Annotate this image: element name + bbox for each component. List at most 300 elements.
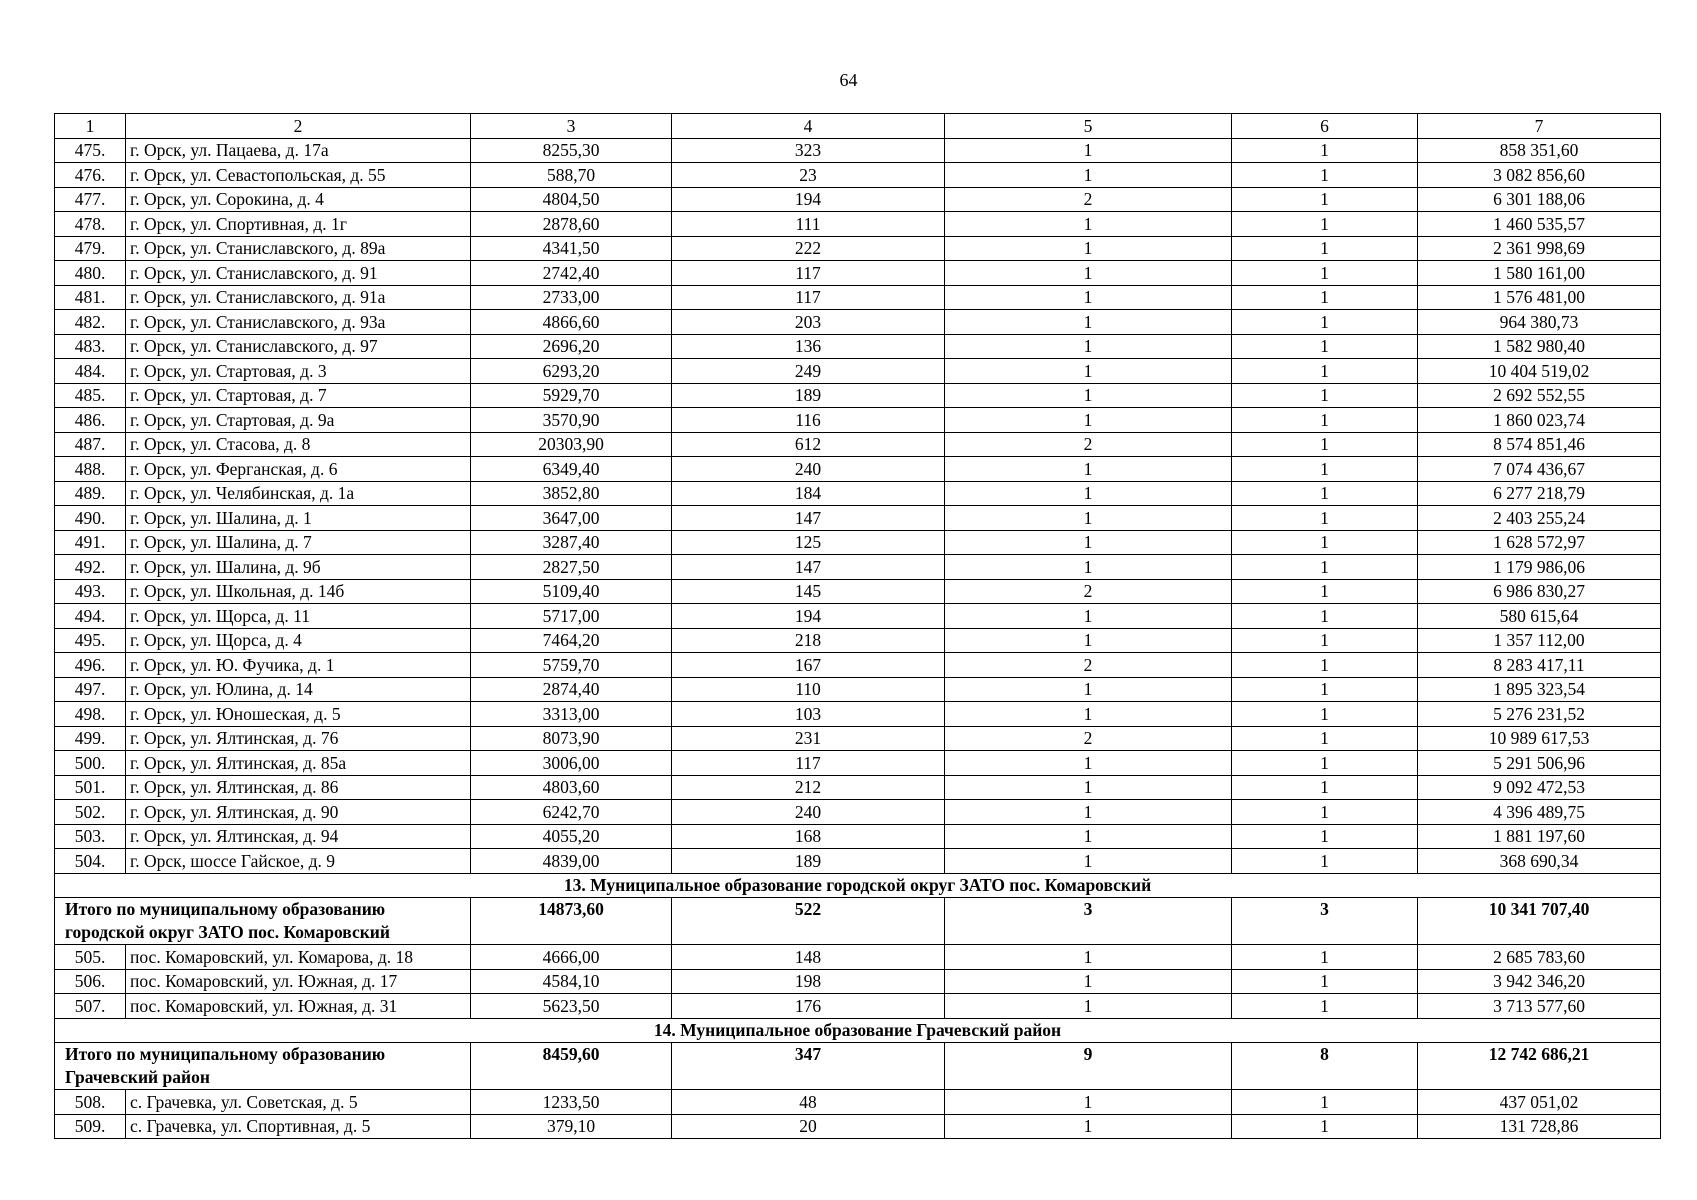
table-cell: 6 986 830,27	[1418, 579, 1661, 604]
table-cell: 1	[1232, 138, 1418, 163]
table-cell: 1	[1232, 824, 1418, 849]
total-cell: 3	[945, 898, 1232, 945]
table-cell: 145	[672, 579, 945, 604]
table-row	[55, 530, 1661, 555]
table-cell: 2	[945, 579, 1232, 604]
table-cell: 1 576 481,00	[1418, 285, 1661, 310]
total-cell: 12 742 686,21	[1418, 1043, 1661, 1090]
table-cell: 8255,30	[471, 138, 672, 163]
table-cell: 249	[672, 359, 945, 384]
table-row	[55, 579, 1661, 604]
table-row	[55, 677, 1661, 702]
table-row	[55, 800, 1661, 825]
table-cell: 1	[1232, 677, 1418, 702]
table-row	[55, 945, 1661, 970]
row-number: 489.	[55, 481, 126, 506]
row-number: 502.	[55, 800, 126, 825]
table-cell: 111	[672, 212, 945, 237]
address-cell: г. Орск, ул. Ферганская, д. 6	[126, 457, 471, 482]
table-cell: 1	[945, 994, 1232, 1019]
table-cell: 1	[945, 212, 1232, 237]
address-cell: г. Орск, ул. Щорса, д. 4	[126, 628, 471, 653]
table-cell: 1	[1232, 579, 1418, 604]
table-row	[55, 775, 1661, 800]
table-cell: 1	[1232, 187, 1418, 212]
table-cell: 3 713 577,60	[1418, 994, 1661, 1019]
table-cell: 1	[1232, 457, 1418, 482]
table-cell: 3570,90	[471, 408, 672, 433]
table-cell: 1	[1232, 945, 1418, 970]
table-cell: 1 881 197,60	[1418, 824, 1661, 849]
address-cell: г. Орск, ул. Пацаева, д. 17а	[126, 138, 471, 163]
table-cell: 1	[945, 1114, 1232, 1139]
address-cell: г. Орск, ул. Ялтинская, д. 76	[126, 726, 471, 751]
table-cell: 10 404 519,02	[1418, 359, 1661, 384]
table-cell: 148	[672, 945, 945, 970]
row-number: 498.	[55, 702, 126, 727]
table-cell: 1	[1232, 310, 1418, 335]
table-cell: 1	[1232, 481, 1418, 506]
data-table	[54, 113, 1661, 1139]
table-cell: 1	[1232, 408, 1418, 433]
table-cell: 1	[945, 849, 1232, 874]
table-cell: 117	[672, 751, 945, 776]
address-cell: г. Орск, ул. Ялтинская, д. 94	[126, 824, 471, 849]
table-cell: 1	[945, 163, 1232, 188]
total-label: Итого по муниципальному образованию Грачевский район	[55, 1043, 471, 1090]
section-title: 13. Муниципальное образование городской округ ЗАТО пос. Комаровский	[55, 873, 1661, 898]
table-cell: 9 092 472,53	[1418, 775, 1661, 800]
table-row	[55, 481, 1661, 506]
table-cell: 3313,00	[471, 702, 672, 727]
table-cell: 4839,00	[471, 849, 672, 874]
table-cell: 184	[672, 481, 945, 506]
table-cell: 1	[945, 628, 1232, 653]
total-cell: 14873,60	[471, 898, 672, 945]
total-label: Итого по муниципальному образованию городской округ ЗАТО пос. Комаровский	[55, 898, 471, 945]
table-cell: 1	[945, 383, 1232, 408]
table-cell: 323	[672, 138, 945, 163]
row-number: 482.	[55, 310, 126, 335]
table-row	[55, 432, 1661, 457]
table-cell: 4584,10	[471, 969, 672, 994]
total-cell: 522	[672, 898, 945, 945]
address-cell: г. Орск, ул. Юношеская, д. 5	[126, 702, 471, 727]
row-number: 494.	[55, 604, 126, 629]
table-row	[55, 849, 1661, 874]
table-cell: 1	[1232, 261, 1418, 286]
row-number: 481.	[55, 285, 126, 310]
header-cell: 7	[1418, 114, 1661, 139]
table-cell: 168	[672, 824, 945, 849]
table-cell: 136	[672, 334, 945, 359]
table-row	[55, 334, 1661, 359]
table-cell: 2874,40	[471, 677, 672, 702]
table-cell: 1	[945, 138, 1232, 163]
table-cell: 117	[672, 285, 945, 310]
table-cell: 117	[672, 261, 945, 286]
table-cell: 5109,40	[471, 579, 672, 604]
total-cell: 347	[672, 1043, 945, 1090]
table-cell: 1233,50	[471, 1090, 672, 1115]
table-cell: 189	[672, 383, 945, 408]
table-row	[55, 702, 1661, 727]
table-row	[55, 457, 1661, 482]
total-cell: 9	[945, 1043, 1232, 1090]
page-number: 64	[839, 70, 858, 90]
table-cell: 1	[1232, 726, 1418, 751]
address-cell: г. Орск, ул. Стасова, д. 8	[126, 432, 471, 457]
table-cell: 20303,90	[471, 432, 672, 457]
total-row	[55, 898, 1661, 945]
table-cell: 1	[945, 751, 1232, 776]
table-row	[55, 1090, 1661, 1115]
table-cell: 580 615,64	[1418, 604, 1661, 629]
address-cell: г. Орск, ул. Станиславского, д. 93а	[126, 310, 471, 335]
table-cell: 131 728,86	[1418, 1114, 1661, 1139]
table-cell: 2742,40	[471, 261, 672, 286]
address-cell: г. Орск, ул. Ялтинская, д. 85а	[126, 751, 471, 776]
table-row	[55, 187, 1661, 212]
row-number: 487.	[55, 432, 126, 457]
header-cell: 2	[126, 114, 471, 139]
row-number: 499.	[55, 726, 126, 751]
table-cell: 147	[672, 555, 945, 580]
table-cell: 1	[945, 261, 1232, 286]
address-cell: г. Орск, ул. Юлина, д. 14	[126, 677, 471, 702]
table-cell: 1	[945, 334, 1232, 359]
table-cell: 379,10	[471, 1114, 672, 1139]
table-cell: 1 582 980,40	[1418, 334, 1661, 359]
header-cell: 6	[1232, 114, 1418, 139]
table-cell: 1	[945, 775, 1232, 800]
address-cell: г. Орск, ул. Севастопольская, д. 55	[126, 163, 471, 188]
table-cell: 1	[1232, 1114, 1418, 1139]
address-cell: г. Орск, ул. Станиславского, д. 89а	[126, 236, 471, 261]
table-cell: 1	[945, 408, 1232, 433]
table-cell: 1	[1232, 334, 1418, 359]
address-cell: г. Орск, ул. Ю. Фучика, д. 1	[126, 653, 471, 678]
row-number: 501.	[55, 775, 126, 800]
table-body	[55, 114, 1661, 1139]
table-cell: 1	[945, 555, 1232, 580]
row-number: 483.	[55, 334, 126, 359]
table-cell: 5623,50	[471, 994, 672, 1019]
table-cell: 437 051,02	[1418, 1090, 1661, 1115]
table-row	[55, 555, 1661, 580]
table-cell: 2 685 783,60	[1418, 945, 1661, 970]
table-cell: 5717,00	[471, 604, 672, 629]
address-cell: пос. Комаровский, ул. Южная, д. 31	[126, 994, 471, 1019]
address-cell: г. Орск, ул. Шалина, д. 9б	[126, 555, 471, 580]
address-cell: г. Орск, ул. Сорокина, д. 4	[126, 187, 471, 212]
table-row	[55, 653, 1661, 678]
table-cell: 1	[1232, 628, 1418, 653]
table-cell: 222	[672, 236, 945, 261]
address-cell: г. Орск, ул. Спортивная, д. 1г	[126, 212, 471, 237]
table-cell: 1	[1232, 236, 1418, 261]
table-cell: 203	[672, 310, 945, 335]
table-row	[55, 212, 1661, 237]
table-row	[55, 261, 1661, 286]
table-cell: 1 895 323,54	[1418, 677, 1661, 702]
table-cell: 1 357 112,00	[1418, 628, 1661, 653]
table-cell: 1	[945, 800, 1232, 825]
table-cell: 1	[945, 506, 1232, 531]
row-number: 478.	[55, 212, 126, 237]
table-cell: 1	[1232, 530, 1418, 555]
table-cell: 4666,00	[471, 945, 672, 970]
table-cell: 368 690,34	[1418, 849, 1661, 874]
table-cell: 1	[945, 945, 1232, 970]
table-cell: 1	[945, 530, 1232, 555]
table-cell: 612	[672, 432, 945, 457]
address-cell: пос. Комаровский, ул. Комарова, д. 18	[126, 945, 471, 970]
table-cell: 964 380,73	[1418, 310, 1661, 335]
table-cell: 1	[1232, 994, 1418, 1019]
table-cell: 1 179 986,06	[1418, 555, 1661, 580]
table-cell: 1	[1232, 359, 1418, 384]
table-cell: 189	[672, 849, 945, 874]
table-cell: 5 291 506,96	[1418, 751, 1661, 776]
row-number: 476.	[55, 163, 126, 188]
table-cell: 1	[1232, 555, 1418, 580]
address-cell: г. Орск, ул. Шалина, д. 7	[126, 530, 471, 555]
row-number: 509.	[55, 1114, 126, 1139]
address-cell: г. Орск, ул. Стартовая, д. 9а	[126, 408, 471, 433]
table-cell: 4341,50	[471, 236, 672, 261]
table-cell: 2 361 998,69	[1418, 236, 1661, 261]
address-cell: г. Орск, ул. Станиславского, д. 91а	[126, 285, 471, 310]
table-row	[55, 359, 1661, 384]
table-cell: 48	[672, 1090, 945, 1115]
table-cell: 1 628 572,97	[1418, 530, 1661, 555]
table-row	[55, 969, 1661, 994]
table-cell: 231	[672, 726, 945, 751]
table-row	[55, 604, 1661, 629]
table-row	[55, 236, 1661, 261]
table-cell: 1	[1232, 775, 1418, 800]
row-number: 477.	[55, 187, 126, 212]
table-cell: 1	[945, 1090, 1232, 1115]
address-cell: с. Грачевка, ул. Советская, д. 5	[126, 1090, 471, 1115]
row-number: 495.	[55, 628, 126, 653]
table-cell: 103	[672, 702, 945, 727]
table-cell: 3 942 346,20	[1418, 969, 1661, 994]
table-cell: 4866,60	[471, 310, 672, 335]
table-cell: 1	[945, 604, 1232, 629]
table-cell: 1	[1232, 702, 1418, 727]
address-cell: г. Орск, ул. Ялтинская, д. 86	[126, 775, 471, 800]
table-cell: 240	[672, 457, 945, 482]
total-cell: 10 341 707,40	[1418, 898, 1661, 945]
address-cell: пос. Комаровский, ул. Южная, д. 17	[126, 969, 471, 994]
table-row	[55, 285, 1661, 310]
table-cell: 2733,00	[471, 285, 672, 310]
table-cell: 3 082 856,60	[1418, 163, 1661, 188]
row-number: 493.	[55, 579, 126, 604]
table-cell: 125	[672, 530, 945, 555]
table-cell: 110	[672, 677, 945, 702]
address-cell: с. Грачевка, ул. Спортивная, д. 5	[126, 1114, 471, 1139]
row-number: 503.	[55, 824, 126, 849]
table-cell: 1	[1232, 653, 1418, 678]
row-number: 497.	[55, 677, 126, 702]
table-row	[55, 751, 1661, 776]
total-cell: 3	[1232, 898, 1418, 945]
address-cell: г. Орск, ул. Станиславского, д. 97	[126, 334, 471, 359]
row-number: 506.	[55, 969, 126, 994]
table-cell: 1	[945, 969, 1232, 994]
table-cell: 8073,90	[471, 726, 672, 751]
row-number: 490.	[55, 506, 126, 531]
row-number: 508.	[55, 1090, 126, 1115]
table-cell: 116	[672, 408, 945, 433]
table-cell: 1	[1232, 163, 1418, 188]
header-cell: 5	[945, 114, 1232, 139]
table-cell: 1	[945, 677, 1232, 702]
table-cell: 1	[945, 702, 1232, 727]
header-cell: 3	[471, 114, 672, 139]
row-number: 507.	[55, 994, 126, 1019]
table-cell: 3852,80	[471, 481, 672, 506]
section-header-row	[55, 1018, 1661, 1043]
row-number: 505.	[55, 945, 126, 970]
address-cell: г. Орск, шоссе Гайское, д. 9	[126, 849, 471, 874]
table-row	[55, 824, 1661, 849]
table-cell: 1	[945, 824, 1232, 849]
table-cell: 1 460 535,57	[1418, 212, 1661, 237]
table-cell: 2	[945, 187, 1232, 212]
table-cell: 8 283 417,11	[1418, 653, 1661, 678]
table-row	[55, 506, 1661, 531]
header-row	[55, 114, 1661, 139]
table-row	[55, 383, 1661, 408]
table-cell: 7464,20	[471, 628, 672, 653]
total-row	[55, 1043, 1661, 1090]
table-cell: 4804,50	[471, 187, 672, 212]
table-cell: 194	[672, 604, 945, 629]
table-cell: 167	[672, 653, 945, 678]
table-cell: 1	[1232, 969, 1418, 994]
address-cell: г. Орск, ул. Школьная, д. 14б	[126, 579, 471, 604]
table-cell: 1	[945, 310, 1232, 335]
table-cell: 2 692 552,55	[1418, 383, 1661, 408]
table-cell: 3647,00	[471, 506, 672, 531]
table-cell: 2	[945, 726, 1232, 751]
table-cell: 5 276 231,52	[1418, 702, 1661, 727]
header-cell: 1	[55, 114, 126, 139]
table-cell: 1	[1232, 506, 1418, 531]
table-row	[55, 726, 1661, 751]
header-cell: 4	[672, 114, 945, 139]
table-cell: 858 351,60	[1418, 138, 1661, 163]
table-cell: 6293,20	[471, 359, 672, 384]
table-cell: 4 396 489,75	[1418, 800, 1661, 825]
table-cell: 1	[1232, 1090, 1418, 1115]
address-cell: г. Орск, ул. Шалина, д. 1	[126, 506, 471, 531]
table-cell: 2	[945, 653, 1232, 678]
table-cell: 20	[672, 1114, 945, 1139]
table-cell: 1	[1232, 212, 1418, 237]
table-row	[55, 628, 1661, 653]
table-cell: 1	[945, 236, 1232, 261]
row-number: 500.	[55, 751, 126, 776]
table-cell: 2 403 255,24	[1418, 506, 1661, 531]
table-cell: 1	[1232, 849, 1418, 874]
row-number: 475.	[55, 138, 126, 163]
table-cell: 218	[672, 628, 945, 653]
table-row	[55, 994, 1661, 1019]
total-cell: 8459,60	[471, 1043, 672, 1090]
address-cell: г. Орск, ул. Челябинская, д. 1а	[126, 481, 471, 506]
table-cell: 6242,70	[471, 800, 672, 825]
row-number: 480.	[55, 261, 126, 286]
table-cell: 7 074 436,67	[1418, 457, 1661, 482]
table-cell: 212	[672, 775, 945, 800]
row-number: 488.	[55, 457, 126, 482]
row-number: 486.	[55, 408, 126, 433]
table-cell: 4055,20	[471, 824, 672, 849]
table-cell: 3006,00	[471, 751, 672, 776]
table-cell: 2878,60	[471, 212, 672, 237]
table-cell: 4803,60	[471, 775, 672, 800]
table-cell: 240	[672, 800, 945, 825]
table-cell: 5759,70	[471, 653, 672, 678]
row-number: 479.	[55, 236, 126, 261]
row-number: 484.	[55, 359, 126, 384]
address-cell: г. Орск, ул. Ялтинская, д. 90	[126, 800, 471, 825]
table-cell: 6 277 218,79	[1418, 481, 1661, 506]
table-row	[55, 163, 1661, 188]
table-cell: 198	[672, 969, 945, 994]
table-cell: 5929,70	[471, 383, 672, 408]
table-cell: 6 301 188,06	[1418, 187, 1661, 212]
row-number: 492.	[55, 555, 126, 580]
table-row	[55, 138, 1661, 163]
address-cell: г. Орск, ул. Станиславского, д. 91	[126, 261, 471, 286]
row-number: 491.	[55, 530, 126, 555]
table-cell: 147	[672, 506, 945, 531]
row-number: 504.	[55, 849, 126, 874]
table-cell: 1 580 161,00	[1418, 261, 1661, 286]
table-cell: 8 574 851,46	[1418, 432, 1661, 457]
table-cell: 2	[945, 432, 1232, 457]
table-cell: 194	[672, 187, 945, 212]
address-cell: г. Орск, ул. Щорса, д. 11	[126, 604, 471, 629]
row-number: 496.	[55, 653, 126, 678]
table-row	[55, 310, 1661, 335]
table-cell: 1 860 023,74	[1418, 408, 1661, 433]
table-cell: 1	[1232, 285, 1418, 310]
table-cell: 1	[945, 285, 1232, 310]
table-cell: 176	[672, 994, 945, 1019]
table-cell: 1	[1232, 604, 1418, 629]
table-row	[55, 1114, 1661, 1139]
section-header-row	[55, 873, 1661, 898]
table-cell: 1	[1232, 383, 1418, 408]
table-cell: 1	[945, 457, 1232, 482]
table-cell: 23	[672, 163, 945, 188]
table-row	[55, 408, 1661, 433]
table-cell: 2827,50	[471, 555, 672, 580]
address-cell: г. Орск, ул. Стартовая, д. 3	[126, 359, 471, 384]
table-cell: 3287,40	[471, 530, 672, 555]
table-cell: 10 989 617,53	[1418, 726, 1661, 751]
table-cell: 2696,20	[471, 334, 672, 359]
table-cell: 588,70	[471, 163, 672, 188]
row-number: 485.	[55, 383, 126, 408]
